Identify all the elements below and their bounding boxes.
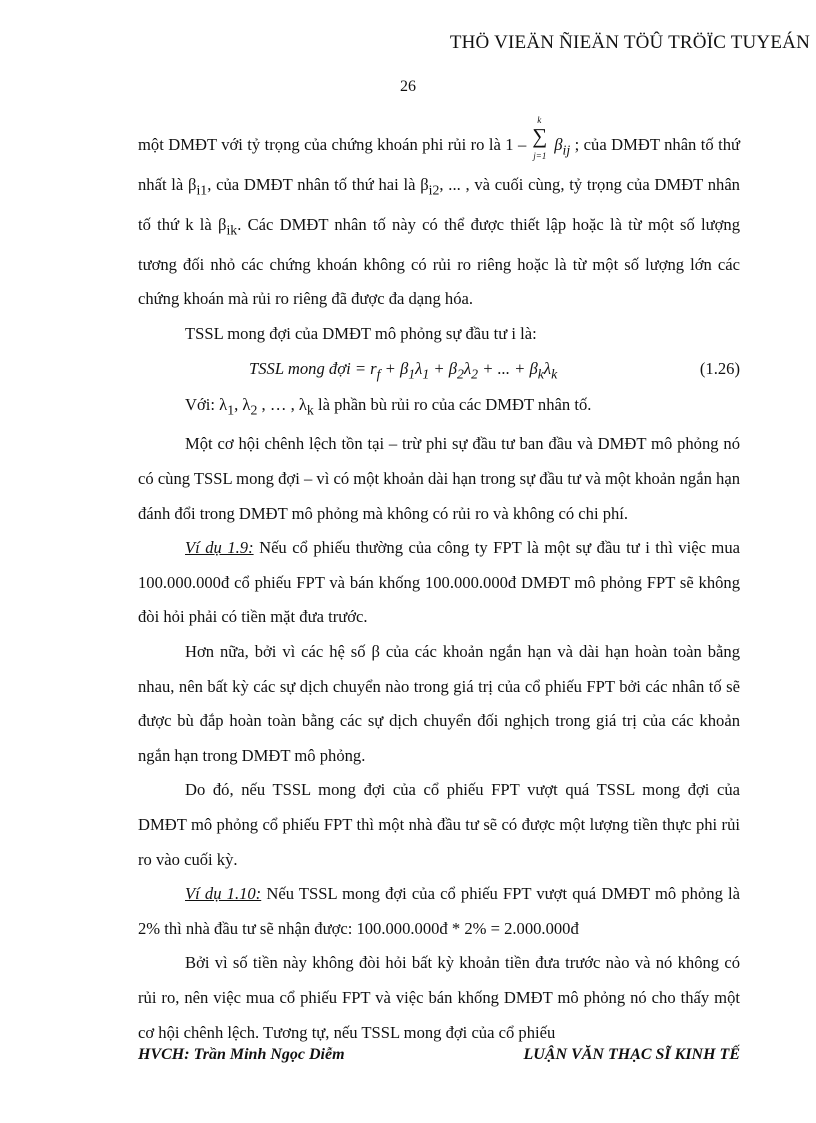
lambda-symbol: λ <box>543 358 552 378</box>
text-run: ; của DMĐT nhân tố thứ nhất là β <box>138 135 740 194</box>
text-run: , ... , và cuối cùng, tỷ trọng của DMĐT nhân tố thứ k là β <box>138 174 740 234</box>
text-run: , … , λ <box>257 394 307 414</box>
equation-lhs: TSSL mong đợi = r <box>249 358 377 378</box>
equation-expression <box>249 352 557 392</box>
equation-term: + β <box>380 358 409 378</box>
subscript: 1 <box>422 365 430 381</box>
paragraph-example-1-10 <box>138 877 740 946</box>
text-run: một DMĐT với tỷ trọng của chứng khoán phi rủi ro là 1 – <box>138 135 527 154</box>
footer-author: HVCH: Trần Minh Ngọc Diễm <box>138 1046 345 1063</box>
paragraph-arbitrage-opportunity: Một cơ hội chênh lệch tồn tại – trừ phi sự đầu tư ban đầu và DMĐT mô phỏng nó có cùng TSSL mong đợi – vì có một khoản dài hạn trong sự đầu tư và một khoản ngắn hạn đánh đổi trong DMĐT mô phỏng mà không có rủi ro và không có chi phí. <box>138 434 740 523</box>
subscript: i1 <box>196 182 208 198</box>
subscript: f <box>376 365 381 381</box>
paragraph-beta-offset: Hơn nữa, bởi vì các hệ số β của các khoản ngắn hạn và dài hạn hoàn toàn bằng nhau, nên bất kỳ các sự dịch chuyển nào trong giá trị của cổ phiếu FPT bởi các nhân tố sẽ được bù đắp hoàn toàn bằng các sự dịch chuyển đối nghịch trong giá trị của các khoản ngắn hạn trong DMĐT mô phỏng. <box>138 641 740 765</box>
page-footer <box>138 1046 740 1064</box>
beta-symbol: β <box>554 135 563 154</box>
subscript: 1 <box>408 365 416 381</box>
equation-term: + β <box>429 358 458 378</box>
sigma-glyph: ∑ <box>532 124 548 148</box>
page-body <box>138 115 741 1050</box>
paragraph-lambda-definition <box>138 388 740 428</box>
example-label: Ví dụ 1.10: <box>185 884 262 904</box>
paragraph-portfolio-weights <box>138 115 741 317</box>
subscript: i2 <box>428 182 440 198</box>
text-run: , λ <box>234 394 251 414</box>
text-run: . Các DMĐT nhân tố này có thể được thiết lập hoặc là từ một số lượng tương đối nhỏ các chứng khoán không có rủi ro riêng hoặc là từ một số lượng lớn các chứng khoán mà rủi ro riêng đã được đa dạng hóa. <box>138 214 741 309</box>
text-run: Với: λ <box>185 394 228 414</box>
page-header: THÖ VIEÄN ÑIEÄN TÖÛ TRÖÏC TUYEÁN <box>449 32 810 53</box>
subscript: k <box>306 401 314 417</box>
equation-term: + ... + β <box>478 358 538 378</box>
equation-1-26 <box>138 352 740 388</box>
paragraph-riskless-profit: Do đó, nếu TSSL mong đợi của cổ phiếu FPT vượt quá TSSL mong đợi của DMĐT mô phỏng cổ phiếu FPT thì một nhà đầu tư sẽ có được một lượng tiền thực phi rủi ro vào cuối kỳ. <box>138 780 740 869</box>
subscript: 2 <box>471 365 479 381</box>
summation-lower-limit: j=1 <box>533 151 547 161</box>
subscript: ij <box>562 142 571 158</box>
equation-number: (1.26) <box>699 358 740 378</box>
text-run: Nếu TSSL mong đợi của cổ phiếu FPT vượt quá DMĐT mô phỏng là 2% thì nhà đầu tư sẽ nhận được: 100.000.000đ * 2% = 2.000.000đ <box>138 884 740 938</box>
paragraph-conclusion: Bởi vì số tiền này không đòi hỏi bất kỳ khoản tiền đưa trước nào và nó không có rủi ro, nên việc mua cổ phiếu FPT và việc bán khống DMĐT mô phỏng nó cho thấy một cơ hội chênh lệch. Tương tự, nếu TSSL mong đợi của cổ phiếu <box>138 953 740 1042</box>
subscript: 1 <box>227 401 235 417</box>
subscript: ik <box>226 222 238 238</box>
subscript: k <box>537 365 544 381</box>
summation-symbol <box>529 115 551 161</box>
paragraph-example-1-9 <box>138 531 740 635</box>
footer-thesis-title: LUẬN VĂN THẠC SĨ KINH TẾ <box>523 1046 740 1063</box>
subscript: 2 <box>250 401 258 417</box>
lambda-symbol: λ <box>463 358 472 378</box>
page-number: 26 <box>400 78 416 95</box>
text-run: là phần bù rủi ro của các DMĐT nhân tố. <box>313 394 592 414</box>
text-run: Nếu cổ phiếu thường của công ty FPT là một sự đầu tư i thì việc mua 100.000.000đ cổ phiếu FPT và bán khống 100.000.000đ DMĐT mô phỏng FPT sẽ không đòi hỏi phải có tiền mặt đưa trước. <box>138 538 740 627</box>
summation-upper-limit: k <box>537 115 542 125</box>
subscript: 2 <box>457 365 464 381</box>
paragraph-intro-formula: TSSL mong đợi của DMĐT mô phỏng sự đầu tư i là: <box>185 323 537 343</box>
lambda-symbol: λ <box>415 358 423 378</box>
text-run: , của DMĐT nhân tố thứ hai là β <box>207 174 429 194</box>
subscript: k <box>551 365 558 381</box>
example-label: Ví dụ 1.9: <box>185 538 254 558</box>
